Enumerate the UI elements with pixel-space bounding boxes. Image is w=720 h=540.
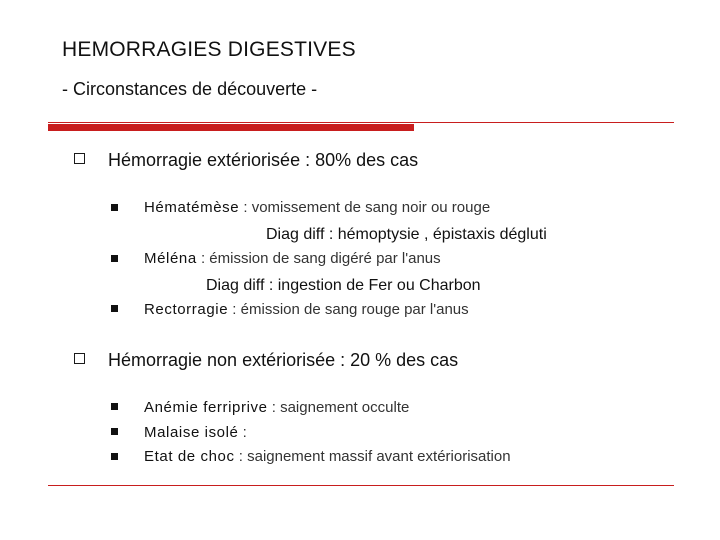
list-item [144, 301, 469, 318]
item-description: : saignement occulte [267, 399, 410, 416]
list-item [144, 399, 409, 416]
list-item [144, 424, 247, 441]
item-term: Méléna [144, 250, 197, 267]
filled-square-bullet-icon [111, 255, 118, 262]
item-description: : émission de sang digéré par l'anus [196, 250, 441, 267]
differential-diagnosis-note: Diag diff : hémoptysie , épistaxis dégluti [266, 226, 547, 243]
item-description: : émission de sang rouge par l'anus [228, 301, 469, 318]
top-divider-thin [48, 122, 674, 123]
filled-square-bullet-icon [111, 305, 118, 312]
slide-title: HEMORRAGIES DIGESTIVES [62, 38, 356, 61]
item-description: : vomissement de sang noir ou rouge [239, 199, 491, 216]
list-item [144, 250, 441, 267]
filled-square-bullet-icon [111, 453, 118, 460]
section-heading-non-exteriorisee: Hémorragie non extériorisée : 20 % des cas [108, 350, 459, 370]
list-item [144, 199, 490, 216]
item-term: Etat de choc [144, 448, 235, 465]
bottom-divider [48, 485, 674, 486]
differential-diagnosis-note: Diag diff : ingestion de Fer ou Charbon [206, 277, 481, 294]
item-term: Rectorragie [144, 301, 229, 318]
filled-square-bullet-icon [111, 204, 118, 211]
top-divider-accent-bar [48, 124, 414, 131]
item-description: : [238, 424, 247, 441]
item-description: : saignement massif avant extériorisation [234, 448, 511, 465]
filled-square-bullet-icon [111, 428, 118, 435]
list-item [144, 448, 511, 465]
item-term: Anémie ferriprive [144, 399, 268, 416]
section-heading-exteriorisee: Hémorragie extériorisée : 80% des cas [108, 150, 419, 170]
item-term: Malaise isolé [144, 424, 239, 441]
square-bullet-icon [74, 353, 85, 364]
square-bullet-icon [74, 153, 85, 164]
filled-square-bullet-icon [111, 403, 118, 410]
item-term: Hématémèse [144, 199, 240, 216]
slide-subtitle: - Circonstances de découverte - [62, 79, 318, 99]
